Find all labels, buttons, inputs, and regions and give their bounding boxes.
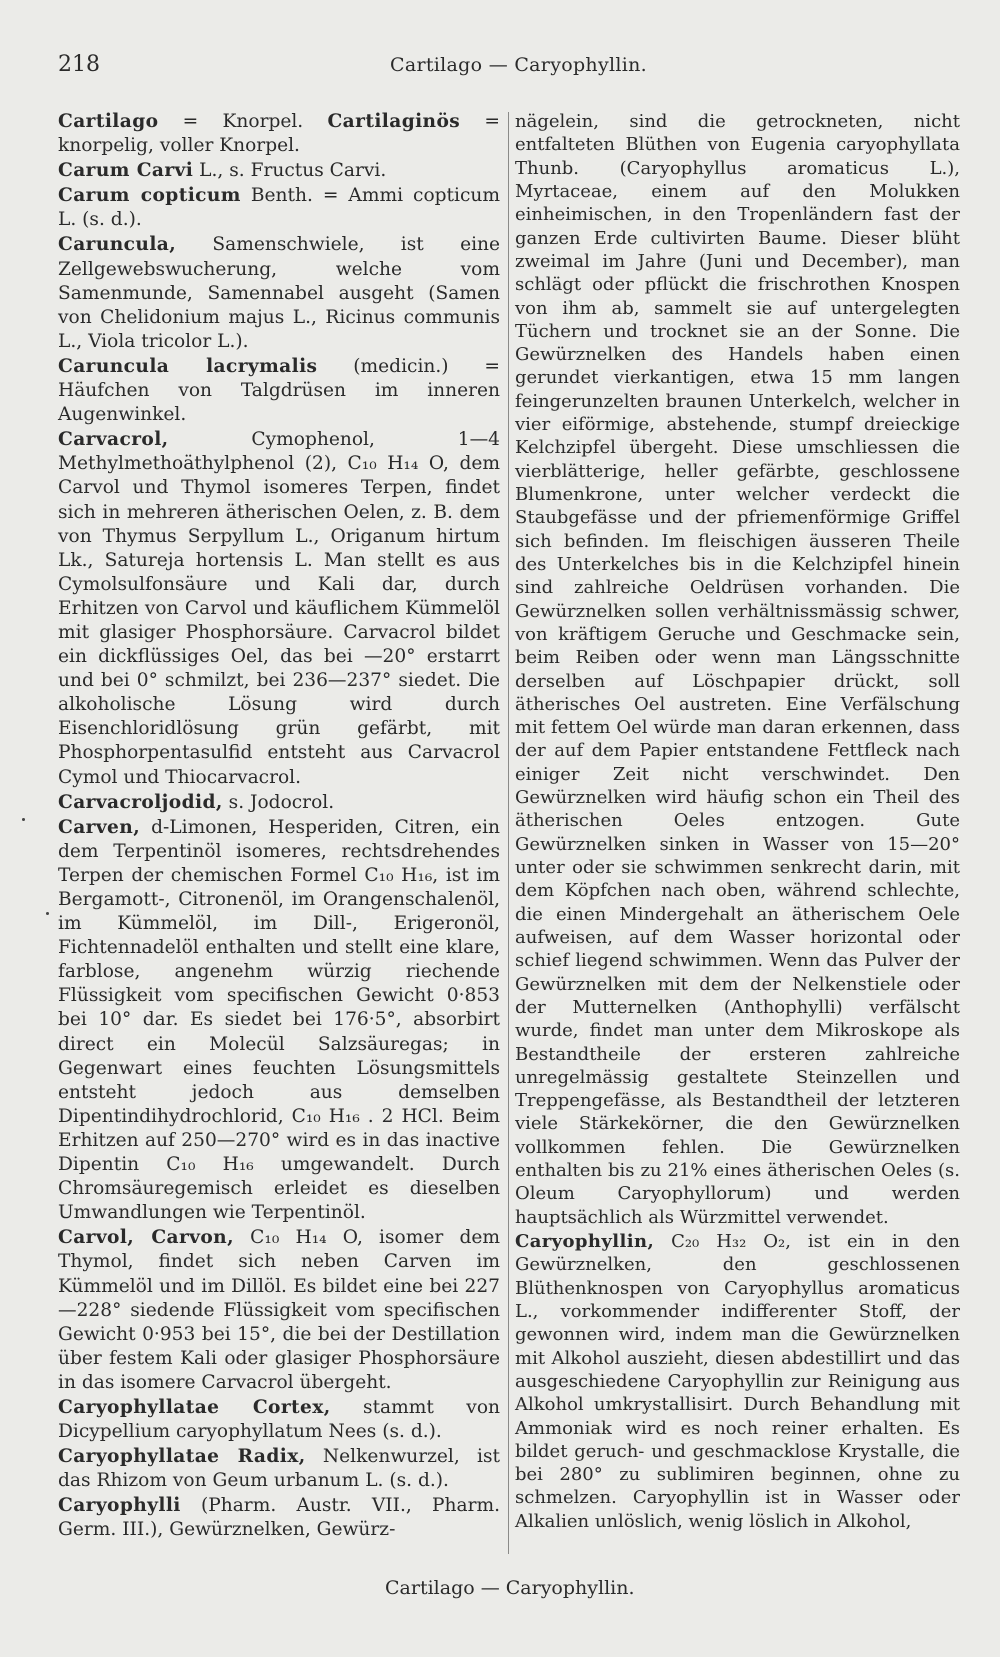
entry-headword: Caryophyllin, [515, 1231, 655, 1252]
page-number: 218 [58, 52, 100, 77]
entry-text: Benth. = Ammi copticum L. (s. d.). [58, 185, 500, 231]
entry-headword: Cartilago [58, 111, 159, 132]
dictionary-entry [58, 233, 500, 353]
entry-headword: Caryophyllatae Radix, [58, 1446, 306, 1468]
entry-headword: Caryophylli [58, 1495, 181, 1517]
entry-text: (Pharm. Austr. VII., Pharm. Germ. III.), Gewürznelken, Gewürz- [58, 1495, 500, 1541]
entry-headword: Carvol, Carvon, [58, 1227, 234, 1249]
right-column [515, 110, 960, 1534]
entry-text: stammt von Dicypellium caryophyllatum Nees (s. d.). [58, 1396, 500, 1443]
dictionary-entry [58, 184, 500, 232]
dictionary-entry [58, 791, 500, 815]
entry-text: Nelkenwurzel, ist das Rhizom von Geum urbanum L. (s. d.). [58, 1446, 500, 1492]
entry-headword: Caryophyllatae Cortex, [58, 1396, 331, 1418]
entry-text: C₂₀ H₃₂ O₂, ist ein in den Gewürznelken, den geschlossenen Blüthenknospen von Caryophyllus aromaticus L., vorkommender indifferenter Stoff, der gewonnen wird, indem man die Gewürznelken mit Alkohol auszieht, diesen abdestillirt und das ausgeschiedene Caryophyllin zur Reinigung aus Alkohol umkrystallisirt. Durch Behandlung mit Ammoniak wird es noch reiner erhalten. Es bildet geruch- und geschmacklose Krystalle, die bei 280° zu sublimiren beginnen, ohne zu schmelzen. Caryophyllin ist in Wasser oder Alkalien unlöslich, wenig löslich in Alkohol, [515, 1231, 960, 1532]
entry-text: = Knorpel. [158, 111, 328, 132]
entry-headword: Carven, [58, 816, 141, 838]
dictionary-entry [515, 1230, 960, 1533]
left-column [58, 110, 500, 1544]
dictionary-entry [58, 159, 500, 183]
dictionary-entry [58, 816, 500, 1226]
entry-text: Samenschwiele, ist eine Zellgewebswucherung, welche vom Samenmunde, Samennabel ausgeht (Samen von Chelidonium majus L., Ricinus communis L., Viola tricolor L.). [58, 234, 500, 352]
entry-headword: Carvacrol, [58, 429, 169, 451]
entry-headword: Caruncula lacrymalis [58, 355, 318, 377]
entry-headword: Caruncula, [58, 234, 177, 256]
page-footer: Cartilago — Caryophyllin. [385, 1577, 635, 1599]
entry-headword: Carum Carvi [58, 160, 194, 182]
entry-text: C₁₀ H₁₄ O, isomer dem Thymol, findet sich neben Carven im Kümmelöl und im Dillöl. Es bildet eine bei 227—228° siedende Flüssigkeit vom specifischen Gewicht 0·953 bei 15°, die bei der Destillation über festem Kali oder glasiger Phosphorsäure in das isomere Carvacrol übergeht. [58, 1227, 500, 1393]
dictionary-entry [58, 1445, 500, 1493]
dictionary-entry [58, 1396, 500, 1444]
entry-headword: Cartilaginös [327, 111, 461, 132]
speck-mark [22, 818, 25, 821]
entry-headword: Carum copticum [58, 185, 241, 207]
entry-text: = knorpelig, voller Knorpel. [58, 111, 500, 157]
entry-text: s. Jodocrol. [222, 791, 335, 813]
dictionary-entry [58, 1494, 500, 1542]
entry-text: L., s. Fructus Carvi. [193, 160, 387, 182]
dictionary-entry [58, 355, 500, 427]
entry-text: nägelein, sind die getrockneten, nicht entfalteten Blüthen von Eugenia caryophyllata Thunb. (Caryophyllus aromaticus L.), Myrtaceae, einem auf den Molukken einheimischen, in den Tropenländern fast der ganzen Erde cultivirten Baume. Dieser blüht zweimal im Jahre (Juni und December), man schlägt oder pflückt die frischrothen Knospen von ihm ab, sammelt sie auf untergelegten Tüchern und trocknet sie an der Sonne. Die Gewürznelken des Handels haben einen gerundet vierkantigen, etwa 15 mm langen feingerunzelten braunen Unterkelch, welcher in vier eiförmige, abstehende, stumpf dreieckige Kelchzipfel übergeht. Diese umschliessen die vierblätterige, heller gefärbte, geschlossene Blumenkrone, unter welcher verdeckt die Staubgefässe und der pfriemenförmige Griffel sich befinden. Im fleischigen äusseren Theile des Unterkelches bis in die Kelchzipfel hinein sind zahlreiche Oeldrüsen vorhanden. Die Gewürznelken sollen verhältnissmässig schwer, von kräftigem Geruche und Geschmacke sein, beim Reiben oder wenn man Längsschnitte derselben auf Löschpapier drückt, soll ätherisches Oel austreten. Eine Verfälschung mit fettem Oel würde man daran erkennen, dass der auf dem Papier entstandene Fettfleck nach einiger Zeit nicht verschwindet. Den Gewürznelken wird häufig schon ein Theil des ätherischen Oeles entzogen. Gute Gewürznelken sinken in Wasser von 15—20° unter oder sie schwimmen senkrecht darin, mit dem Köpfchen nach oben, während schlechte, die einen Mindergehalt an ätherischem Oele aufweisen, auf dem Wasser horizontal oder schief liegend schwimmen. Wenn das Pulver der Gewürznelken mit dem der Nelkenstiele oder der Mutternelken (Anthophylli) verfälscht wurde, findet man unter dem Mikroskope als Bestandtheile der ersteren zahlreiche unregelmässig gestaltete Steinzellen und Treppengefässe, als Bestandtheil der letzteren viele Stärkekörner, die den Gewürznelken vollkommen fehlen. Die Gewürznelken enthalten bis zu 21% eines ätherischen Oeles (s. Oleum Caryophyllorum) und werden hauptsächlich als Würzmittel verwendet. [515, 111, 960, 1228]
dictionary-entry [58, 110, 500, 158]
dictionary-entry [515, 110, 960, 1229]
entry-text: (medicin.) = Häufchen von Talgdrüsen im inneren Augenwinkel. [58, 355, 500, 426]
entry-text: Cymophenol, 1—4 Methylmethoäthylphenol (2), C₁₀ H₁₄ O, dem Carvol und Thymol isomeres Terpen, findet sich in mehreren ätherischen Oelen, z. B. dem von Thymus Serpyllum L., Origanum hirtum Lk., Satureja hortensis L. Man stellt es aus Cymolsulfonsäure und Kali dar, durch Erhitzen von Carvol und käuflichem Kümmelöl mit glasiger Phosphorsäure. Carvacrol bildet ein dickflüssiges Oel, das bei —20° erstarrt und bei 0° schmilzt, bei 236—237° siedet. Die alkoholische Lösung wird durch Eisenchloridlösung grün gefärbt, mit Phosphorpentasulfid entsteht aus Carvacrol Cymol und Thiocarvacrol. [58, 429, 500, 788]
column-divider [508, 112, 509, 1554]
entry-headword: Carvacroljodid, [58, 791, 223, 813]
speck-mark [46, 912, 49, 915]
page-header [58, 52, 960, 82]
running-head: Cartilago — Caryophyllin. [390, 54, 648, 76]
dictionary-entry [58, 428, 500, 789]
dictionary-entry [58, 1226, 500, 1395]
entry-text: d-Limonen, Hesperiden, Citren, ein dem Terpentinöl isomeres, rechtsdrehendes Terpen der chemischen Formel C₁₀ H₁₆, ist im Bergamott-, Citronenöl, im Orangenschalenöl, im Kümmelöl, im Dill-, Erigeronöl, Fichtennadelöl enthalten und stellt eine klare, farblose, angenehm würzig riechende Flüssigkeit vom specifischen Gewicht 0·853 bei 10° dar. Es siedet bei 176·5°, absorbirt direct ein Molecül Salzsäuregas; in Gegenwart eines feuchten Lösungsmittels entsteht jedoch aus demselben Dipentindihydrochlorid, C₁₀ H₁₆ . 2 HCl. Beim Erhitzen auf 250—270° wird es in das inactive Dipentin C₁₀ H₁₆ umgewandelt. Durch Chromsäuregemisch erleidet es dieselben Umwandlungen wie Terpentinöl. [58, 816, 500, 1224]
